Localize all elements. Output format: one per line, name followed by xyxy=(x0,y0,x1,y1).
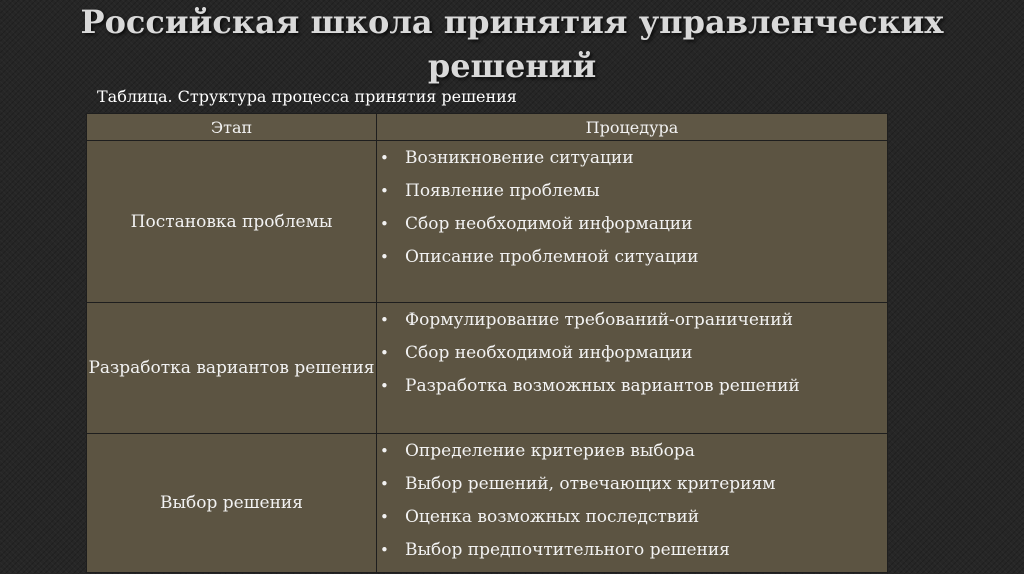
list-item xyxy=(377,370,887,403)
bullet-icon: • xyxy=(380,149,389,167)
slide-title-line-1: Российская школа принятия управленческих xyxy=(80,3,944,41)
bullet-icon: • xyxy=(380,215,389,233)
procedure-cell xyxy=(377,141,888,303)
procedure-text: Формулирование требований-ограничений xyxy=(405,310,793,330)
list-item xyxy=(377,208,887,241)
list-item xyxy=(377,241,887,274)
procedure-text: Разработка возможных вариантов решений xyxy=(405,376,800,396)
list-item xyxy=(377,534,887,567)
header-procedure: Процедура xyxy=(377,114,888,141)
procedure-text: Описание проблемной ситуации xyxy=(405,247,699,267)
bullet-icon: • xyxy=(380,311,389,329)
list-item xyxy=(377,501,887,534)
stage-cell: Постановка проблемы xyxy=(87,141,377,303)
list-item xyxy=(377,468,887,501)
process-structure-table xyxy=(86,113,888,573)
procedure-text: Сбор необходимой информации xyxy=(405,214,693,234)
bullet-icon: • xyxy=(380,377,389,395)
list-item xyxy=(377,435,887,468)
slide-title xyxy=(40,0,984,88)
slide-title-line-2: решений xyxy=(427,47,597,85)
bullet-icon: • xyxy=(380,475,389,493)
bullet-icon: • xyxy=(380,248,389,266)
bullet-icon: • xyxy=(380,442,389,460)
procedure-text: Выбор решений, отвечающих критериям xyxy=(405,474,776,494)
procedure-text: Определение критериев выбора xyxy=(405,441,695,461)
procedure-text: Возникновение ситуации xyxy=(405,148,634,168)
procedure-list xyxy=(377,434,887,567)
bullet-icon: • xyxy=(380,508,389,526)
procedure-text: Оценка возможных последствий xyxy=(405,507,700,527)
bullet-icon: • xyxy=(380,182,389,200)
list-item xyxy=(377,175,887,208)
procedure-list xyxy=(377,303,887,403)
procedure-text: Выбор предпочтительного решения xyxy=(405,540,730,560)
stage-cell: Выбор решения xyxy=(87,434,377,573)
procedure-cell xyxy=(377,303,888,434)
table-row xyxy=(87,303,888,434)
list-item xyxy=(377,337,887,370)
bullet-icon: • xyxy=(380,344,389,362)
header-stage: Этап xyxy=(87,114,377,141)
table-header-row xyxy=(87,114,888,141)
procedure-text: Сбор необходимой информации xyxy=(405,343,693,363)
table-caption: Таблица. Структура процесса принятия решения xyxy=(97,87,517,106)
procedure-text: Появление проблемы xyxy=(405,181,600,201)
table-row xyxy=(87,141,888,303)
list-item xyxy=(377,142,887,175)
procedure-list xyxy=(377,141,887,274)
list-item xyxy=(377,304,887,337)
procedure-cell xyxy=(377,434,888,573)
stage-cell: Разработка вариантов решения xyxy=(87,303,377,434)
bullet-icon: • xyxy=(380,541,389,559)
table-row xyxy=(87,434,888,573)
